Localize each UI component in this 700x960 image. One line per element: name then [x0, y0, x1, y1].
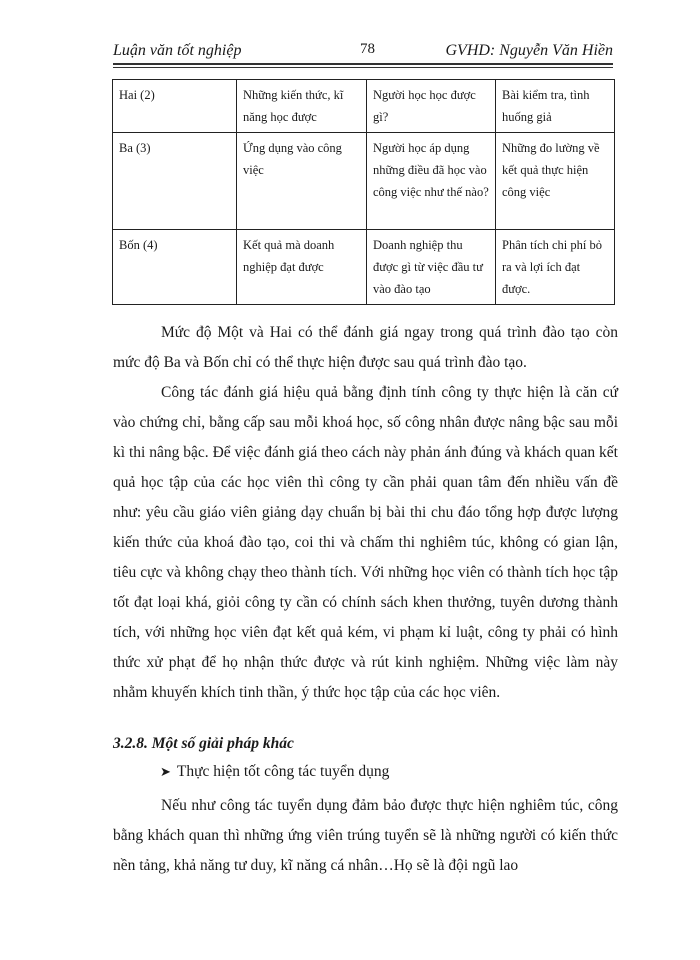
- body-text-block: [113, 318, 618, 708]
- table-cell: Người học áp dụng những điều đã học vào công việc như thế nào?: [367, 133, 496, 230]
- paragraph: Mức độ Một và Hai có thể đánh giá ngay trong quá trình đào tạo còn mức độ Ba và Bốn chỉ có thể thực hiện được sau quá trình đào tạo.: [113, 324, 618, 371]
- table-cell: Bài kiểm tra, tình huống giả: [496, 80, 615, 133]
- page-number: 78: [360, 41, 375, 57]
- paragraph: Công tác đánh giá hiệu quả bằng định tính công ty thực hiện là căn cứ vào chứng chỉ, bằng cấp sau mỗi khoá học, số công nhân được nâng bậc sau mỗi kì thi nâng bậc. Để việc đánh giá theo cách này phản ánh đúng và khách quan kết quả học tập của các học viên thì công ty cần phải quan tâm đến nhiều vấn đề như: yêu cầu giáo viên giảng dạy chuẩn bị bài thi chu đáo tổng hợp được lượng kiến thức của khoá đào tạo, coi thi và chấm thi nghiêm túc, không có gian lận, tiêu cực và không chạy theo thành tích. Với những học viên có thành tích học tập tốt đạt loại khá, giỏi công ty cần có chính sách khen thưởng, tuyên dương thành tích, với những học viên đạt kết quả kém, vi phạm kỉ luật, công ty phải có hình thức xử phạt để họ nhận thức được và rút kinh nghiệm. Những việc làm này nhằm khuyến khích tinh thần, ý thức học tập của các học viên.: [113, 384, 618, 701]
- table-row: [113, 133, 615, 230]
- header-rule-thick: [113, 63, 613, 65]
- header-thesis-title: Luận văn tốt nghiệp: [113, 42, 242, 59]
- table-cell: Phân tích chi phí bỏ ra và lợi ích đạt được.: [496, 230, 615, 305]
- table-cell: Hai (2): [113, 80, 237, 133]
- table-cell: Những kiến thức, kĩ năng học được: [237, 80, 367, 133]
- table-row: [113, 230, 615, 305]
- body-text-block-2: [113, 791, 618, 881]
- table-cell: Những đo lường về kết quả thực hiện công việc: [496, 133, 615, 230]
- page-header: [113, 38, 613, 64]
- table-cell: Ứng dụng vào công việc: [237, 133, 367, 230]
- bullet-text: Thực hiện tốt công tác tuyển dụng: [176, 763, 390, 780]
- table-cell: Kết quả mà doanh nghiệp đạt được: [237, 230, 367, 305]
- table-cell: Doanh nghiệp thu được gì từ việc đầu tư vào đào tạo: [367, 230, 496, 305]
- header-advisor: GVHD: Nguyễn Văn Hiền: [445, 42, 613, 59]
- paragraph: Nếu như công tác tuyển dụng đảm bảo được thực hiện nghiêm túc, công bằng khách quan thì những ứng viên trúng tuyển sẽ là những người có kiến thức nền tảng, khả năng tư duy, kĩ năng cá nhân…Họ sẽ là đội ngũ lao: [113, 797, 618, 874]
- table-cell: Ba (3): [113, 133, 237, 230]
- section-heading: 3.2.8. Một số giải pháp khác: [113, 735, 294, 752]
- evaluation-table: [112, 79, 615, 305]
- table-cell: Người học học được gì?: [367, 80, 496, 133]
- arrow-bullet-icon: ➤: [160, 764, 171, 779]
- header-rule-thin: [113, 67, 613, 68]
- bullet-item: [160, 763, 389, 781]
- table-cell: Bốn (4): [113, 230, 237, 305]
- table-row: [113, 80, 615, 133]
